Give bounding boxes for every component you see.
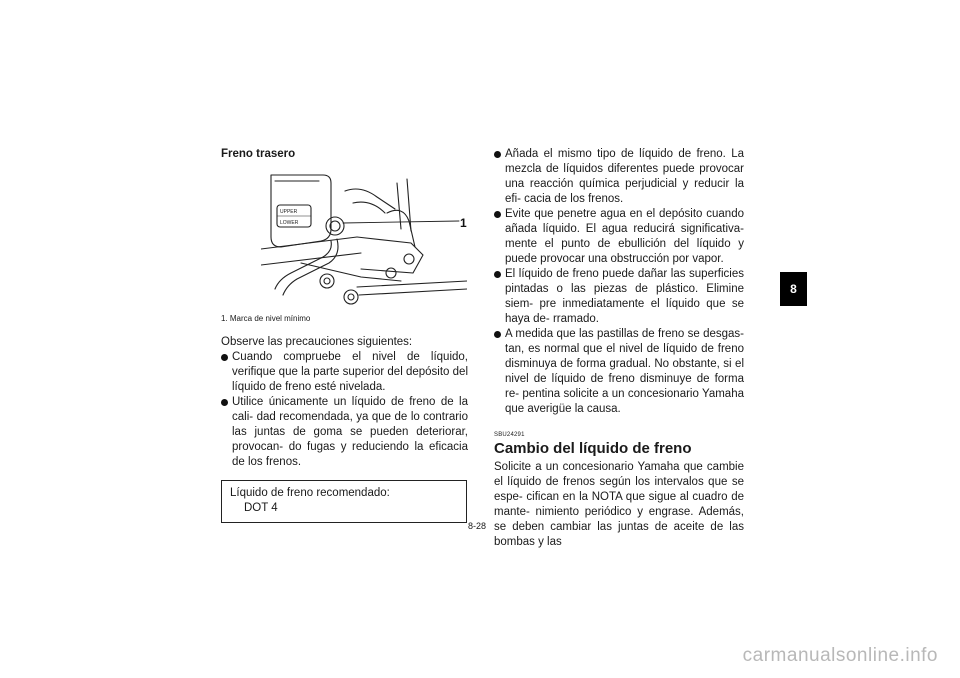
page-number: 8-28	[468, 521, 487, 531]
lower-mark-label: LOWER	[280, 220, 299, 226]
left-bullet-list	[221, 350, 468, 470]
chapter-tab[interactable]: 8	[780, 272, 807, 306]
list-item	[494, 147, 744, 207]
list-item-text: Añada el mismo tipo de líquido de freno. La mezcla de líquidos diferentes puede provocar una reacción química perjudicial y reducir la efi- cacia de los frenos.	[505, 148, 744, 205]
list-item	[221, 395, 468, 470]
bullet-icon	[221, 354, 228, 361]
upper-mark-label: UPPER	[280, 209, 298, 215]
list-item-text: El líquido de freno puede dañar las superficies pintadas o las piezas de plástico. Elimine siem- pre inmediatamente el líquido que se haya de- rramado.	[505, 268, 744, 325]
recommended-fluid-label: Líquido de freno recomendado:	[230, 487, 390, 499]
bullet-icon	[494, 331, 501, 338]
recommended-fluid-box	[221, 480, 467, 523]
watermark: carmanualsonline.info	[742, 645, 938, 666]
rear-brake-reservoir-figure	[261, 169, 467, 309]
right-column	[494, 147, 744, 550]
bullet-icon	[494, 151, 501, 158]
figure-caption: 1. Marca de nivel mínimo	[221, 314, 311, 323]
list-item-text: Evite que penetre agua en el depósito cuando añada líquido. El agua reducirá significativa- mente el punto de ebullición del líquido y puede provocar una obstrucción por vapor.	[505, 208, 744, 265]
list-item	[221, 350, 468, 395]
list-item-text: A medida que las pastillas de freno se desgas- tan, es normal que el nivel de líquido de freno disminuya de forma gradual. No obstante, si el nivel de líquido de freno disminuye de forma re- pentina solicite a un concesionario Yamaha que averigüe la causa.	[505, 328, 744, 415]
section-heading-fluid-change: Cambio del líquido de freno	[494, 440, 692, 457]
list-item-text: Cuando compruebe el nivel de líquido, verifique que la parte superior del depósito del líquido de freno esté nivelada.	[232, 351, 468, 393]
list-item	[494, 207, 744, 267]
recommended-fluid-value: DOT 4	[244, 502, 278, 514]
list-item-text: Utilice únicamente un líquido de freno de la cali- dad recomendada, ya que de lo contrario las juntas de goma se pueden deteriorar, provocan- do fugas y reduciendo la eficacia de los frenos.	[232, 396, 468, 468]
reservoir-illustration	[261, 169, 467, 309]
list-item	[494, 327, 744, 417]
fluid-change-body: Solicite a un concesionario Yamaha que cambie el líquido de frenos según los intervalos que se espe- cifican en la NOTA que sigue al cuadro de mante- nimiento periódico y engrase. Además, se deben cambiar las juntas de aceite de las bombas y las	[494, 461, 744, 548]
right-bullet-list	[494, 147, 744, 417]
bullet-icon	[494, 211, 501, 218]
callout-number: 1	[460, 216, 467, 230]
bullet-icon	[221, 399, 228, 406]
precautions-intro: Observe las precauciones siguientes:	[221, 336, 413, 348]
left-column	[221, 147, 468, 523]
section-heading-rear-brake: Freno trasero	[221, 148, 296, 160]
bullet-icon	[494, 271, 501, 278]
section-code: SBU24291	[494, 432, 525, 438]
list-item	[494, 267, 744, 327]
